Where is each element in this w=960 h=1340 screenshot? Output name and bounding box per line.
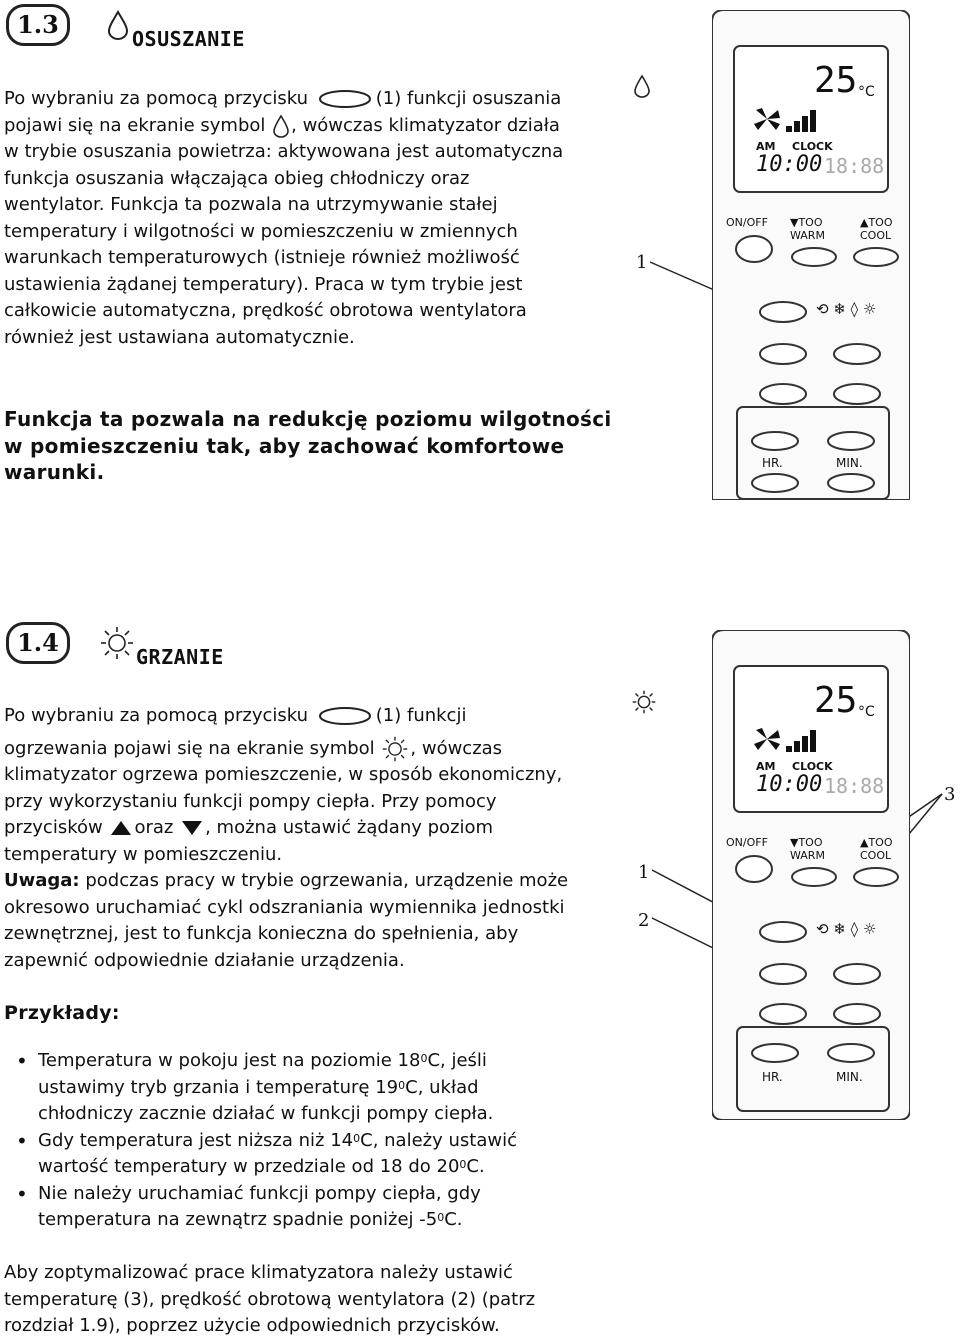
min-label: MIN. <box>836 456 863 470</box>
screen-unit: °C <box>858 84 875 100</box>
section-number-badge: 1.3 <box>6 4 70 46</box>
timer-off-button[interactable] <box>826 430 876 452</box>
callout-1: 1 <box>636 252 648 273</box>
callout-3: 3 <box>944 784 956 805</box>
section-body-text: Po wybraniu za pomocą przycisku (1) funkcji ogrzewania pojawi się na ekranie symbol , wówczas klimatyzator ogrzewa pomieszczenie, w sposób ekonomiczny, przy wykorzystaniu funkcji pompy ciepła. Przy pomocy przycisków oraz , można ustawić żądany poziom temperatury w pomieszczeniu. Uwaga: podczas pracy w trybie ogrzewania, urządzenie może okresowo uruchamiać cykl odszraniania wymiennika jednostki zewnętrznej, jest to funkcja konieczna do spełnienia, aby zapewnić odpowiednie działanie urządzenia. <box>4 705 569 971</box>
temp-down-button[interactable] <box>790 866 838 888</box>
droplet-icon <box>632 74 652 98</box>
fan-icon <box>752 106 782 132</box>
fan-icon <box>752 726 782 752</box>
section-heading: GRZANIE <box>136 645 224 669</box>
closing-paragraph: Aby zoptymalizować prace klimatyzatora należy ustawić temperaturę (3), prędkość obrotową wentylatora (2) (patrz rozdział 1.9), poprzez użycie odpowiednich przycisków. <box>4 1262 536 1336</box>
screen-temp: 25 <box>814 680 858 721</box>
mode-button[interactable] <box>758 300 808 324</box>
screen-temp: 25 <box>814 60 858 101</box>
swing-button[interactable] <box>832 962 882 986</box>
sun-icon <box>100 626 134 660</box>
onoff-button[interactable] <box>734 854 774 884</box>
screen-time-secondary: 18:88 <box>824 154 885 178</box>
fan-button[interactable] <box>758 962 808 986</box>
onoff-label: ON/OFF <box>726 216 768 229</box>
section-heading: OSUSZANIE <box>132 27 245 51</box>
triangle-down-icon <box>181 820 203 836</box>
examples-list <box>14 1048 517 1234</box>
sun-icon <box>632 690 656 714</box>
list-item: • Temperatura w pokoju jest na poziomie $18^0C$, jeśli ustawimy tryb grzania i temperaturę $19^0C$, układ chłodniczy zacznie działać w funkcji pompy ciepła. <box>14 1048 517 1128</box>
too-cool-label: ▲TOO COOL <box>860 836 893 862</box>
too-cool-label: ▲TOO COOL <box>860 216 893 242</box>
temp-up-button[interactable] <box>852 246 900 268</box>
sun-icon <box>382 736 408 762</box>
screen-time: 10:00 <box>756 772 823 797</box>
temp-down-button[interactable] <box>790 246 838 268</box>
callout-1: 1 <box>638 862 650 883</box>
fan-speed-bars-icon <box>786 730 818 752</box>
list-item: • Nie należy uruchamiać funkcji pompy ciepła, gdy temperatura na zewnątrz spadnie poniżej $-5^0C$. <box>14 1181 517 1234</box>
onoff-label: ON/OFF <box>726 836 768 849</box>
min-button[interactable] <box>826 472 876 494</box>
remote-control <box>712 630 910 1120</box>
timer-on-button[interactable] <box>750 430 800 452</box>
hr-label: HR. <box>762 1070 783 1084</box>
screen-am: AM <box>756 760 776 773</box>
timer-button[interactable] <box>832 1002 882 1026</box>
onoff-button[interactable] <box>734 234 774 264</box>
screen-clock-label: CLOCK <box>792 760 833 773</box>
screen-clock-label: CLOCK <box>792 140 833 153</box>
min-button[interactable] <box>826 1042 876 1064</box>
screen-am: AM <box>756 140 776 153</box>
droplet-icon <box>271 114 291 138</box>
too-warm-label: ▼TOO WARM <box>790 836 825 862</box>
hr-button[interactable] <box>750 472 800 494</box>
screen-time-secondary: 18:88 <box>824 774 885 798</box>
too-warm-label: ▼TOO WARM <box>790 216 825 242</box>
temp-up-button[interactable] <box>852 866 900 888</box>
callout-2: 2 <box>638 910 650 931</box>
sleep-button[interactable] <box>758 382 808 406</box>
emphasis-note: Funkcja ta pozwala na redukcję poziomu wilgotności w pomieszczeniu tak, aby zachować komfortowe warunki. <box>4 407 612 484</box>
fan-speed-bars-icon <box>786 110 818 132</box>
min-label: MIN. <box>836 1070 863 1084</box>
examples-label: Przykłady: <box>4 1002 120 1024</box>
triangle-up-icon <box>110 820 132 836</box>
remote-control <box>712 10 910 500</box>
sleep-button[interactable] <box>758 1002 808 1026</box>
mode-button[interactable] <box>758 920 808 944</box>
mode-icons: ⟲ ❄ ◊ ☼ <box>816 920 877 938</box>
timer-panel <box>736 1026 890 1112</box>
screen-unit: °C <box>858 704 875 720</box>
button-oval-icon <box>318 706 372 726</box>
section-number-badge: 1.4 <box>6 622 70 664</box>
swing-button[interactable] <box>832 342 882 366</box>
screen-time: 10:00 <box>756 152 823 177</box>
mode-icons: ⟲ ❄ ◊ ☼ <box>816 300 877 318</box>
section-body-text: Po wybraniu za pomocą przycisku (1) funkcji osuszania pojawi się na ekranie symbol , wówczas klimatyzator działa w trybie osuszania powietrza: aktywowana jest automatyczna funkcja osuszania włączająca obieg chłodniczy oraz wentylator. Funkcja ta pozwala na utrzymywanie stałej temperatury i wilgotności w pomieszczeniu w zmiennych warunkach temperaturowych (istnieje również możliwość ustawienia żądanej temperatury). Praca w tym trybie jest całkowicie automatyczna, prędkość obrotowa wentylatora również jest ustawiana automatycznie. <box>4 88 564 348</box>
button-oval-icon <box>318 89 372 109</box>
fan-button[interactable] <box>758 342 808 366</box>
droplet-icon <box>106 10 130 40</box>
hr-button[interactable] <box>750 1042 800 1064</box>
timer-button[interactable] <box>832 382 882 406</box>
list-item: • Gdy temperatura jest niższa niż $14^0C$, należy ustawić wartość temperatury w przedziale od 18 do $20^0C$. <box>14 1128 517 1181</box>
hr-label: HR. <box>762 456 783 470</box>
